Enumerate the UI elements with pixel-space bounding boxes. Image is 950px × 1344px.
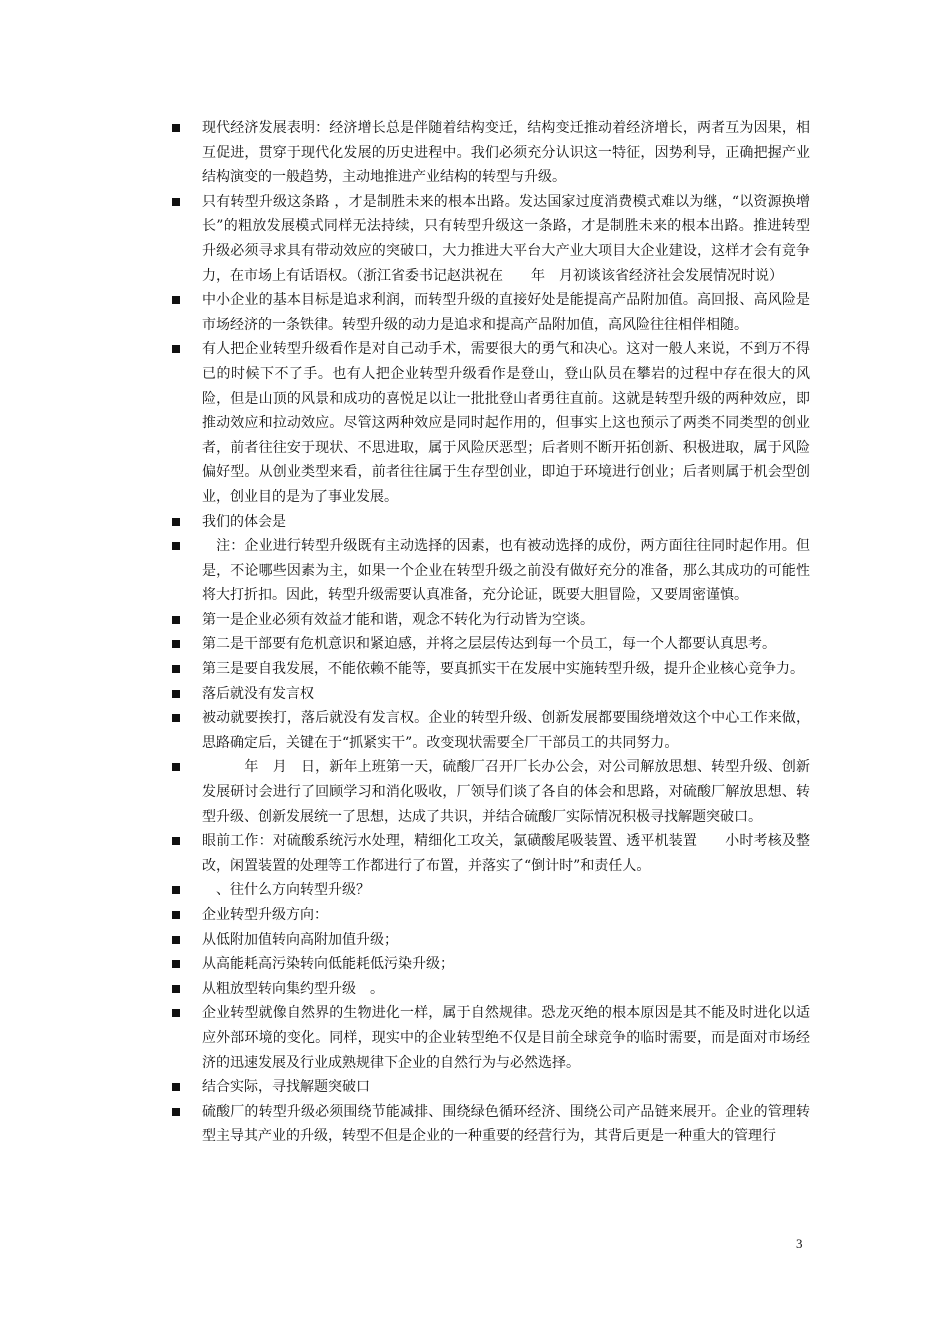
- list-item: [170, 682, 810, 707]
- list-item: [170, 1100, 810, 1149]
- square-bullet-icon: [172, 345, 180, 353]
- square-bullet-icon: [172, 911, 180, 919]
- list-item: [170, 1075, 810, 1100]
- list-item: [170, 952, 810, 977]
- square-bullet-icon: [172, 886, 180, 894]
- square-bullet-icon: [172, 198, 180, 206]
- list-item-text: 第一是企业必须有效益才能和谐，观念不转化为行动皆为空谈。: [202, 611, 594, 628]
- page-number: 3: [796, 1236, 803, 1251]
- list-item: [170, 829, 810, 878]
- list-item: [170, 288, 810, 337]
- square-bullet-icon: [172, 296, 180, 304]
- list-item-text: 年 月 日，新年上班第一天，硫酸厂召开厂长办公会，对公司解放思想、转型升级、创新发展研讨会进行了回顾学习和消化吸收，厂领导们谈了各自的体会和思路，对硫酸厂解放思想、转型升级、创新发展统一了思想，达成了共识，并结合硫酸厂实际情况积极寻找解题突破口。: [202, 759, 810, 825]
- square-bullet-icon: [172, 837, 180, 845]
- list-item-text: 从粗放型转向集约型升级 。: [202, 980, 384, 997]
- square-bullet-icon: [172, 665, 180, 673]
- list-item: [170, 190, 810, 288]
- square-bullet-icon: [172, 1009, 180, 1017]
- square-bullet-icon: [172, 960, 180, 968]
- list-item-text: 从高能耗高污染转向低能耗低污染升级；: [202, 956, 454, 973]
- square-bullet-icon: [172, 124, 180, 132]
- list-item-text: 第二是干部要有危机意识和紧迫感，并将之层层传达到每一个员工，每一个人都要认真思考。: [202, 636, 776, 653]
- list-item: [170, 706, 810, 755]
- list-item-text: 落后就没有发言权: [202, 685, 314, 702]
- square-bullet-icon: [172, 616, 180, 624]
- list-item-text: 中小企业的基本目标是追求利润，而转型升级的直接好处是能提高产品附加值。高回报、高风险是市场经济的一条铁律。转型升级的动力是追求和提高产品附加值，高风险往往相伴相随。: [202, 292, 810, 333]
- square-bullet-icon: [172, 936, 180, 944]
- list-item-text: 结合实际，寻找解题突破口: [202, 1079, 370, 1096]
- list-item: [170, 977, 810, 1002]
- square-bullet-icon: [172, 518, 180, 526]
- list-item: [170, 337, 810, 509]
- square-bullet-icon: [172, 640, 180, 648]
- list-item-text: 、往什么方向转型升级？: [202, 882, 370, 899]
- bullet-list: [170, 116, 810, 1149]
- list-item: [170, 510, 810, 535]
- list-item-text: 企业转型升级方向：: [202, 907, 328, 923]
- list-item-text: 注：企业进行转型升级既有主动选择的因素，也有被动选择的成份，两方面往往同时起作用。但是，不论哪些因素为主，如果一个企业在转型升级之前没有做好充分的准备，那么其成功的可能性将大打折扣。因此，转型升级需要认真准备，充分论证，既要大胆冒险，又要周密谨慎。: [202, 538, 810, 604]
- list-item: [170, 928, 810, 953]
- square-bullet-icon: [172, 763, 180, 771]
- list-item-text: 从低附加值转向高附加值升级；: [202, 931, 398, 948]
- list-item-text: 现代经济发展表明：经济增长总是伴随着结构变迁，结构变迁推动着经济增长，两者互为因果，相互促进，贯穿于现代化发展的历史进程中。我们必须充分认识这一特征，因势利导，正确把握产业结构演变的一般趋势，主动地推进产业结构的转型与升级。: [202, 120, 810, 186]
- list-item-text: 第三是要自我发展，不能依赖不能等，要真抓实干在发展中实施转型升级，提升企业核心竞争力。: [202, 661, 804, 678]
- square-bullet-icon: [172, 1083, 180, 1091]
- list-item: [170, 1001, 810, 1075]
- list-item: [170, 116, 810, 190]
- list-item-text: 只有转型升级这条路 ，才是制胜未来的根本出路。发达国家过度消费模式难以为继，“以资源换增长”的粗放发展模式同样无法持续，只有转型升级这一条路，才是制胜未来的根本出路。推进转型升级必须寻求具有带动效应的突破口，大力推进大平台大产业大项目大企业建设，这样才会有竞争力，在市场上有话语权。（浙江省委书记赵洪祝在 年 月初谈该省经济社会发展情况时说）: [202, 193, 810, 284]
- list-item: [170, 632, 810, 657]
- list-item-text: 眼前工作：对硫酸系统污水处理，精细化工攻关，氯磺酸尾吸装置、透平机装置 小时考核及整改，闲置装置的处理等工作都进行了布置，并落实了“倒计时”和责任人。: [202, 833, 810, 874]
- list-item: [170, 657, 810, 682]
- square-bullet-icon: [172, 1108, 180, 1116]
- list-item: [170, 534, 810, 608]
- list-item: [170, 903, 810, 928]
- list-item-text: 硫酸厂的转型升级必须围绕节能减排、围绕绿色循环经济、围绕公司产品链来展开。企业的管理转型主导其产业的升级，转型不但是企业的一种重要的经营行为，其背后更是一种重大的管理行: [202, 1103, 810, 1145]
- square-bullet-icon: [172, 714, 180, 722]
- list-item-text: 我们的体会是: [202, 513, 286, 530]
- list-item: [170, 608, 810, 633]
- list-item-text: 被动就要挨打，落后就没有发言权。企业的转型升级、创新发展都要围绕增效这个中心工作来做，思路确定后，关键在于“抓紧实干”。改变现状需要全厂干部员工的共同努力。: [202, 710, 810, 751]
- list-item-text: 有人把企业转型升级看作是对自己动手术，需要很大的勇气和决心。这对一般人来说，不到万不得已的时候下不了手。也有人把企业转型升级看作是登山，登山队员在攀岩的过程中存在很大的风险，但是山顶的风景和成功的喜悦足以让一批批登山者勇往直前。这就是转型升级的两种效应，即推动效应和拉动效应。尽管这两种效应是同时起作用的，但事实上这也预示了两类不同类型的创业者，前者往往安于现状、不思进取，属于风险厌恶型；后者则不断开拓创新、积极进取，属于风险偏好型。从创业类型来看，前者往往属于生存型创业，即迫于环境进行创业；后者则属于机会型创业，创业目的是为了事业发展。: [202, 341, 810, 505]
- list-item: [170, 878, 810, 903]
- list-item-text: 企业转型就像自然界的生物进化一样，属于自然规律。恐龙灭绝的根本原因是其不能及时进化以适应外部环境的变化。同样，现实中的企业转型绝不仅是目前全球竞争的临时需要，而是面对市场经济的迅速发展及行业成熟规律下企业的自然行为与必然选择。: [202, 1005, 810, 1071]
- square-bullet-icon: [172, 690, 180, 698]
- list-item: [170, 755, 810, 829]
- square-bullet-icon: [172, 985, 180, 993]
- square-bullet-icon: [172, 542, 180, 550]
